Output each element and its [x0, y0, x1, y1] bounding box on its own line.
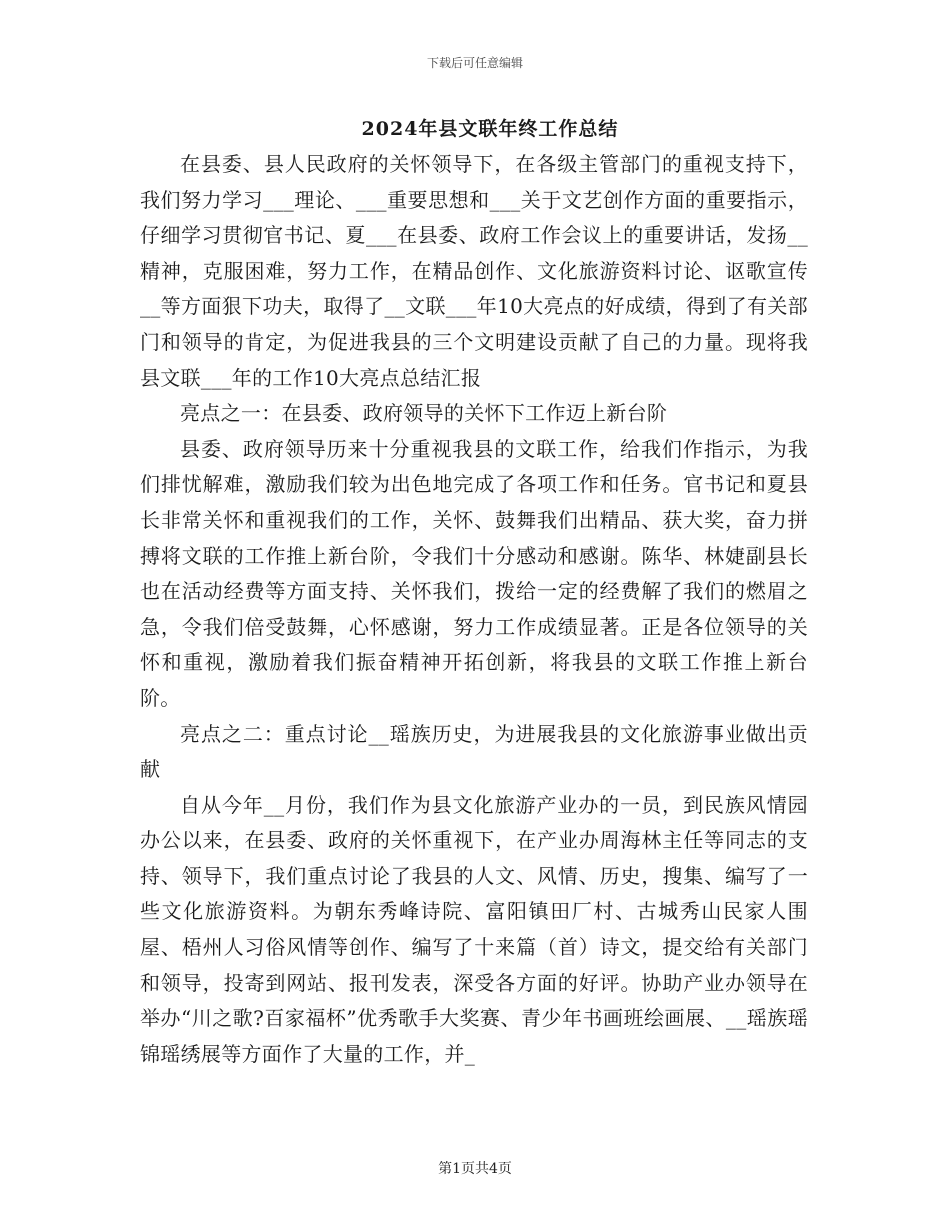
document-body: [140, 147, 808, 1072]
paragraph-intro: 在县委、县人民政府的关怀领导下，在各级主管部门的重视支持下，我们努力学习___理论、___重要思想和___关于文艺创作方面的重要指示，仔细学习贯彻官书记、夏___在县委、政府工作会议上的重要讲话，发扬__精神，克服困难，努力工作，在精品创作、文化旅游资料讨论、讴歌宣传__等方面狠下功夫，取得了__文联___年10大亮点的好成绩，得到了有关部门和领导的肯定，为促进我县的三个文明建设贡献了自己的力量。现将我县文联___年的工作10大亮点总结汇报: [140, 152, 808, 390]
paragraph-highlight-2-heading: 亮点之二：重点讨论__瑶族历史，为进展我县的文化旅游事业做出贡献: [140, 721, 808, 782]
paragraph-highlight-2-body: 自从今年__月份，我们作为县文化旅游产业办的一员，到民族风情园办公以来，在县委、政府的关怀重视下，在产业办周海林主任等同志的支持、领导下，我们重点讨论了我县的人文、风情、历史，搜集、编写了一些文化旅游资料。为朝东秀峰诗院、富阳镇田厂村、古城秀山民家人围屋、梧州人习俗风情等创作、编写了十来篇（首）诗文，提交给有关部门和领导，投寄到网站、报刊发表，深受各方面的好评。协助产业办领导在举办“川之歌?百家福杯”优秀歌手大奖赛、青少年书画班绘画展、__瑶族瑶锦瑶绣展等方面作了大量的工作，并_: [140, 792, 808, 1066]
header-note: 下载后可任意编辑: [426, 56, 523, 70]
document-title: 2024年县文联年终工作总结: [361, 118, 619, 140]
page-footer: 第1页共4页: [438, 1161, 512, 1177]
paragraph-highlight-1-heading: 亮点之一：在县委、政府领导的关怀下工作迈上新台阶: [180, 401, 668, 426]
paragraph-highlight-1-body: 县委、政府领导历来十分重视我县的文联工作，给我们作指示，为我们排忧解难，激励我们较为出色地完成了各项工作和任务。官书记和夏县长非常关怀和重视我们的工作，关怀、鼓舞我们出精品、获大奖，奋力拼搏将文联的工作推上新台阶，令我们十分感动和感谢。陈华、林婕副县长也在活动经费等方面支持、关怀我们，拨给一定的经费解了我们的燃眉之急，令我们倍受鼓舞，心怀感谢，努力工作成绩显著。正是各位领导的关怀和重视，激励着我们振奋精神开拓创新，将我县的文联工作推上新台阶。: [140, 436, 808, 710]
